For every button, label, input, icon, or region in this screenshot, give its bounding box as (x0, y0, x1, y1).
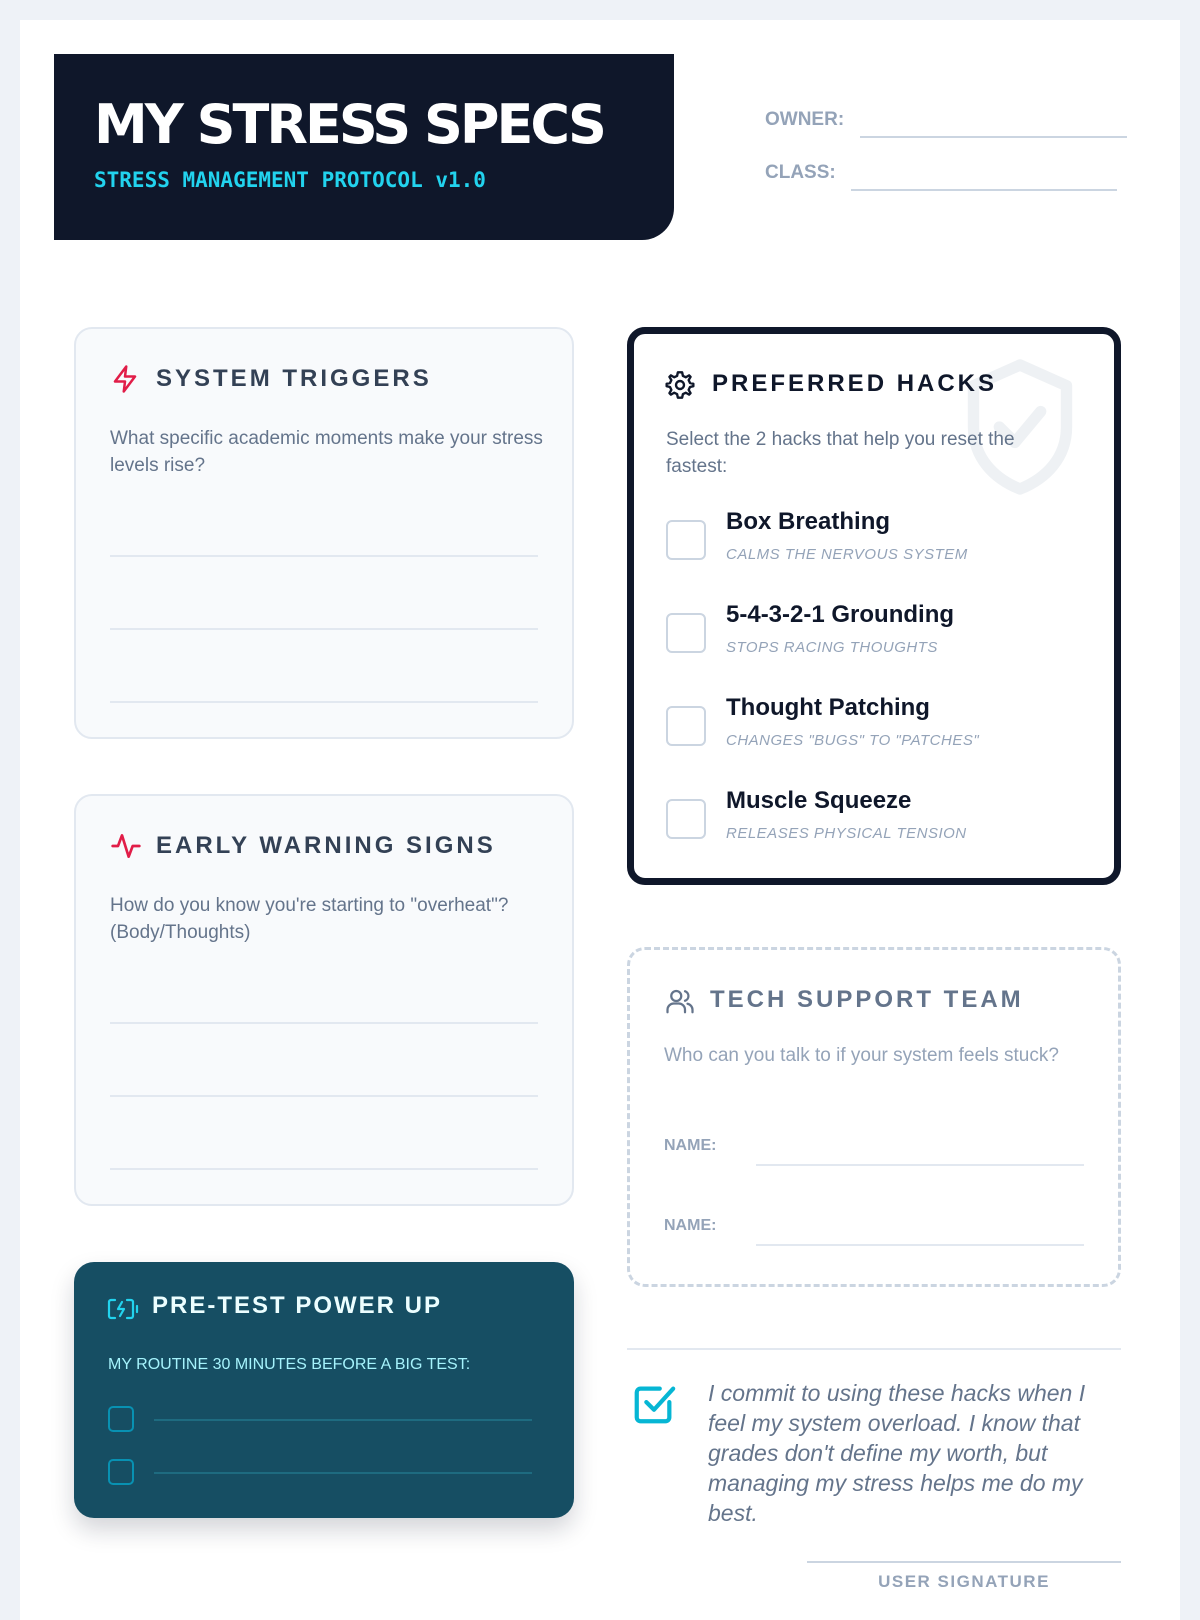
hack-option-muscle-squeeze[interactable] (666, 787, 1086, 857)
support-title: TECH SUPPORT TEAM (710, 986, 1024, 1013)
system-triggers-card (74, 327, 574, 739)
triggers-write-line-3[interactable] (110, 701, 538, 703)
support-name-field-2[interactable] (664, 1206, 1084, 1246)
triggers-write-line-2[interactable] (110, 628, 538, 630)
support-name-label: NAME: (664, 1137, 717, 1154)
hack-description: STOPS RACING THOUGHTS (726, 639, 938, 656)
hacks-title: PREFERRED HACKS (712, 370, 998, 397)
preferred-hacks-card (627, 327, 1121, 885)
class-field[interactable] (765, 151, 1117, 191)
page-title: MY STRESS SPECS (94, 93, 604, 156)
warning-write-line-3[interactable] (110, 1168, 538, 1170)
support-name-line (756, 1164, 1084, 1166)
support-name-field-1[interactable] (664, 1126, 1084, 1166)
hack-checkbox[interactable] (666, 613, 706, 653)
warning-description: How do you know you're starting to "overheat"? (Body/Thoughts) (110, 895, 509, 943)
hack-description: CHANGES "BUGS" TO "PATCHES" (726, 732, 980, 749)
battery-charging-icon (106, 1296, 140, 1322)
commitment-statement: I commit to using these hacks when I feel my system overload. I know that grades don't define my worth, but managing my stress helps me do my best. (708, 1380, 1086, 1526)
commitment-divider (627, 1348, 1121, 1350)
owner-label: OWNER: (765, 109, 845, 130)
users-icon (664, 986, 696, 1016)
hack-name: Thought Patching (726, 694, 930, 721)
lightning-icon (110, 363, 140, 395)
hack-name: Box Breathing (726, 508, 891, 535)
power-up-subtitle: MY ROUTINE 30 MINUTES BEFORE A BIG TEST: (108, 1356, 471, 1373)
check-square-icon[interactable] (631, 1381, 677, 1427)
owner-line (860, 136, 1127, 138)
triggers-title: SYSTEM TRIGGERS (156, 365, 432, 392)
triggers-description: What specific academic moments make your stress levels rise? (110, 428, 543, 476)
warning-write-line-1[interactable] (110, 1022, 538, 1024)
triggers-write-line-1[interactable] (110, 555, 538, 557)
hack-option-thought-patching[interactable] (666, 694, 1086, 764)
hack-option-box-breathing[interactable] (666, 508, 1086, 578)
hack-description: RELEASES PHYSICAL TENSION (726, 825, 967, 842)
power-up-write-line-1[interactable] (154, 1419, 532, 1421)
hack-checkbox[interactable] (666, 706, 706, 746)
support-name-label: NAME: (664, 1217, 717, 1234)
power-up-title: PRE-TEST POWER UP (152, 1292, 443, 1319)
hack-checkbox[interactable] (666, 799, 706, 839)
warning-title: EARLY WARNING SIGNS (156, 832, 496, 859)
page-subtitle: STRESS MANAGEMENT PROTOCOL v1.0 (94, 168, 486, 192)
hack-name: Muscle Squeeze (726, 787, 912, 814)
power-up-checkbox-1[interactable] (108, 1406, 134, 1432)
hack-name: 5-4-3-2-1 Grounding (726, 601, 955, 628)
warning-write-line-2[interactable] (110, 1095, 538, 1097)
signature-line[interactable] (807, 1561, 1121, 1563)
early-warning-card (74, 794, 574, 1206)
class-label: CLASS: (765, 162, 836, 183)
power-up-write-line-2[interactable] (154, 1472, 532, 1474)
pulse-icon (110, 830, 142, 862)
gear-icon (664, 369, 696, 401)
pre-test-power-up-card (74, 1262, 574, 1518)
hacks-description: Select the 2 hacks that help you reset the fastest: (666, 429, 1015, 477)
class-line (851, 189, 1117, 191)
power-up-checkbox-2[interactable] (108, 1459, 134, 1485)
signature-label: USER SIGNATURE (878, 1572, 1050, 1591)
owner-field[interactable] (765, 98, 1127, 138)
tech-support-card (627, 947, 1121, 1287)
support-description: Who can you talk to if your system feels stuck? (664, 1045, 1059, 1066)
hack-description: CALMS THE NERVOUS SYSTEM (726, 546, 968, 563)
support-name-line (756, 1244, 1084, 1246)
title-banner (54, 54, 674, 240)
hack-checkbox[interactable] (666, 520, 706, 560)
hack-option-grounding[interactable] (666, 601, 1086, 671)
